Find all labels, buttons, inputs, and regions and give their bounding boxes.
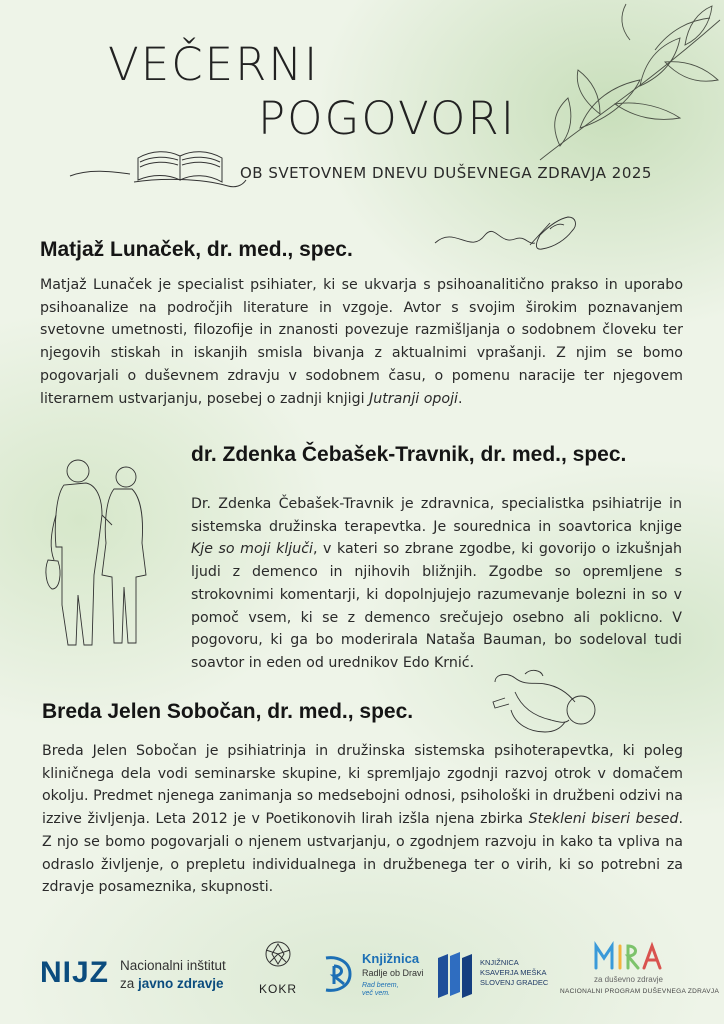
book-icon [60, 128, 250, 198]
kokr-logo-icon [254, 940, 302, 980]
speaker-2-bio [191, 493, 682, 675]
library-drava-sub: Radlje ob Dravi [362, 968, 424, 978]
speaker-1-bio [40, 274, 683, 410]
elderly-couple-icon [40, 455, 170, 655]
library-ksaverja-line-3: SLOVENJ GRADEC [480, 978, 549, 987]
speaker-1-name: Matjaž Lunaček, dr. med., spec. [40, 238, 353, 261]
speaker-3-book-title: Stekleni biseri besed [528, 811, 679, 828]
nijz-name-line-1: Nacionalni inštitut [120, 958, 226, 973]
speaker-3-bio-text: Breda Jelen Sobočan je psihiatrinja in družinska sistemska psihoterapevtka, ki poleg kliničnega dela vodi seminarske skupine, ki spremljajo zgodnji razvoj otrok v domačem okolju. Predmet njenega zanimanja so medsebojni odnosi, psihološki in družbeni odzivi na izzive življenja. Leta 2012 je v Poetikonovih lirah izšla njena zbirka [42, 743, 683, 828]
title-line-1: VEČERNI [108, 38, 320, 91]
library-ksaverja-line-1: KNJIŽNICA [480, 958, 519, 967]
nijz-logo: NIJZ [40, 956, 110, 989]
hand-writing-icon [430, 205, 580, 265]
library-ksaverja-icon [434, 950, 476, 1002]
speaker-2-bio-end: , v kateri so zbrane zgodbe, ki govorijo o izkušnjah ljudi z demenco in njihovih bližnjih. Zgodbe so opremljene s strokovnimi komentarji, ki dopolnjujejo razumevanje bolezni in so v pomoč vsem, ki se z demenco srečujejo osebno ali poklicno. V pogovoru, ki ga bo moderirala Nataša Bauman, bo sodeloval tudi soavtor in eden od urednikov Edo Krnić. [191, 541, 683, 671]
speaker-2-bio-text: Dr. Zdenka Čebašek-Travnik je zdravnica, specialistka psihiatrije in sistemska družinska terapevtka. Je sourednica in soavtorica knjige [191, 496, 682, 535]
speaker-1-bio-end: . [457, 390, 463, 407]
subtitle: OB SVETOVNEM DNEVU DUŠEVNEGA ZDRAVJA 2025 [240, 164, 652, 182]
library-drava-tagline-1: Rad berem, [362, 982, 399, 989]
speaker-1-book-title: Jutranji opoji [369, 390, 458, 407]
mira-subtitle: za duševno zdravje [594, 975, 663, 984]
baby-icon [485, 662, 605, 740]
library-drava-icon [318, 952, 358, 996]
speaker-3-bio-end: . Z njo se bomo pogovarjali o njenem ustvarjanju, o zgodnjem razvoju in kako ta vpliva na odraslo življenje, o prepletu individualnega in družbenega ter o virih, ki so potrebni za zdravje posameznika, skupnosti. [42, 811, 683, 896]
library-drava-tagline-2: več vem. [362, 990, 391, 997]
leaf-branch-icon [520, 0, 724, 170]
speaker-2-book-title: Kje so moji ključi [191, 541, 313, 558]
speaker-3-name: Breda Jelen Sobočan, dr. med., spec. [42, 700, 414, 723]
speaker-3-bio [42, 740, 683, 899]
mira-logo-icon [592, 940, 664, 972]
speaker-1-bio-text: Matjaž Lunaček je specialist psihiater, ki se ukvarja s psihoanalitično prakso in uporabo psihoanalize na področjih literature in vzgoje. Avtor s svojim širokim poznavanjem svetovne umetnosti, filozofije in znanosti povezuje razmišljanja o sodobnem človeku ter njegovih stiskah in iskanjih smisla bivanja z aktualnimi vprašanji. Z njim se bomo pogovarjali o duševnem zdravju v sodobnem času, o pomenu naracije ter njegovem literarnem ustvarjanju, posebej o zadnji knjigi [40, 277, 683, 407]
nijz-name-bold: javno zdravje [138, 976, 224, 991]
speaker-2-name: dr. Zdenka Čebašek-Travnik, dr. med., spec. [191, 443, 627, 466]
library-drava-name: Knjižnica [362, 951, 420, 966]
title-line-2: POGOVORI [258, 92, 517, 145]
mira-program: NACIONALNI PROGRAM DUŠEVNEGA ZDRAVJA [560, 988, 720, 995]
nijz-name-line-2 [120, 976, 224, 991]
mira-logo-text [594, 944, 595, 945]
nijz-name-prefix: za [120, 976, 139, 991]
library-ksaverja-line-2: KSAVERJA MEŠKA [480, 968, 547, 977]
kokr-logo-text: KOKR [259, 982, 298, 996]
